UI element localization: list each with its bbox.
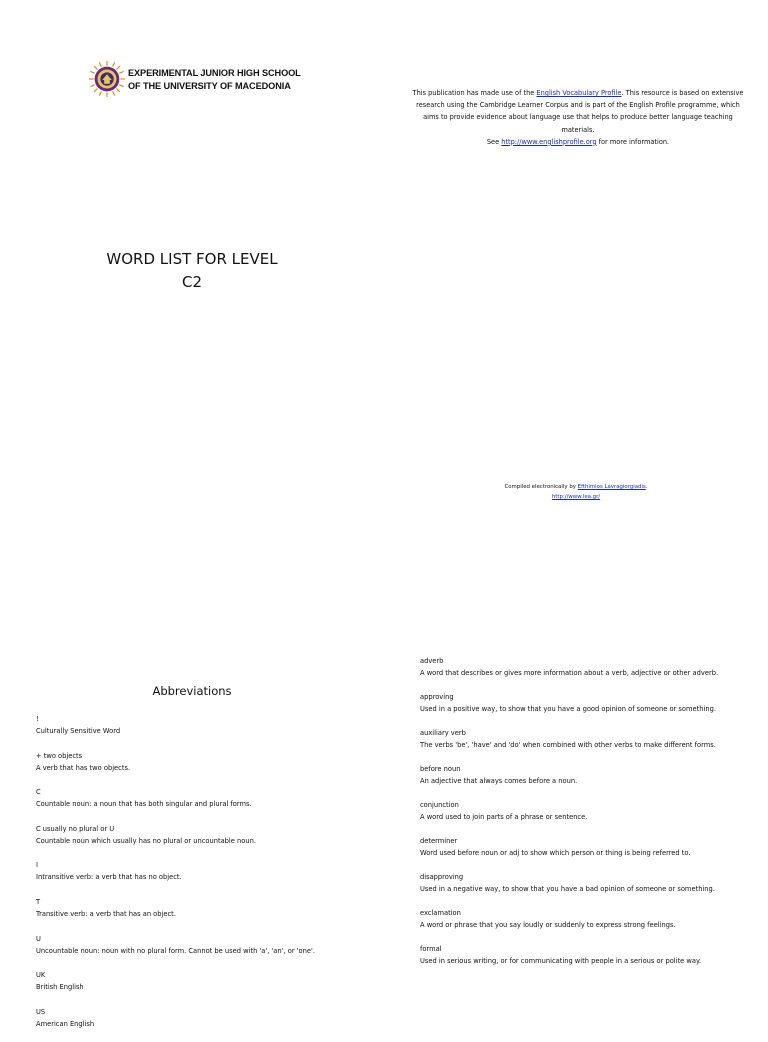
abbreviation-entry — [36, 933, 366, 970]
school-seal-icon — [88, 60, 126, 98]
abbreviation-term: before noun — [420, 765, 461, 773]
abbreviation-entry — [36, 786, 366, 823]
abbreviation-definition: A word or phrase that you say loudly or suddenly to express strong feelings. — [420, 921, 676, 929]
abbreviation-entry — [420, 799, 740, 823]
abbreviation-entry — [36, 823, 366, 860]
abbreviation-definition: Countable noun: a noun that has both singular and plural forms. — [36, 800, 252, 809]
abbreviation-definition: Uncountable noun: noun with no plural form. Cannot be used with 'a', 'an', or 'one'. — [36, 946, 315, 955]
author-link[interactable]: Efthimios Lavragiorgiadis — [577, 484, 646, 490]
abbreviation-entry — [420, 943, 740, 967]
abbreviation-entry — [420, 835, 740, 859]
compiled-by — [452, 482, 700, 502]
lea-url-link[interactable]: http://www.lea.gr/ — [551, 494, 601, 500]
abbreviation-term: determiner — [420, 837, 458, 845]
abbreviation-term: adverb — [420, 657, 444, 665]
english-vocabulary-profile-link[interactable]: English Vocabulary Profile — [536, 89, 622, 97]
school-name-line1: EXPERIMENTAL JUNIOR HIGH SCHOOL — [128, 68, 301, 78]
abbreviation-definition: British English — [36, 983, 84, 992]
abbreviation-term: disapproving — [420, 873, 464, 881]
abbreviation-entry — [36, 713, 366, 750]
abbreviation-term: + two objects — [36, 751, 83, 760]
abbreviation-entry — [36, 859, 366, 896]
abbreviation-term: C — [36, 788, 41, 797]
abbreviations-heading: Abbreviations — [152, 684, 232, 698]
abbreviation-term: auxiliary verb — [420, 729, 466, 737]
abbreviation-definition: Countable noun which usually has no plural or uncountable noun. — [36, 836, 256, 845]
abbreviation-entry — [420, 907, 740, 931]
englishprofile-link[interactable]: http://www.englishprofile.org — [501, 137, 597, 146]
abbreviation-term: US — [36, 1007, 46, 1016]
abbreviation-entry — [420, 763, 740, 787]
abbreviation-term: exclamation — [420, 909, 461, 917]
abbreviation-term: U — [36, 934, 41, 943]
publication-text-cont: . This resource is based on extensive research using the Cambridge Learner Corpus and is part of the English Profile programme, which aims to provide evidence about language use that helps to produce better language teaching materials. — [416, 89, 744, 134]
see-text: See — [486, 137, 502, 146]
school-name — [128, 67, 301, 92]
abbreviation-term: I — [36, 861, 38, 870]
abbreviation-definition: A word used to join parts of a phrase or sentence. — [420, 813, 588, 821]
compiled-prefix: Compiled electronically by — [504, 484, 578, 490]
abbreviation-entry — [36, 896, 366, 933]
abbreviation-entry — [36, 969, 366, 1006]
abbreviation-entry — [420, 691, 740, 715]
abbreviation-definition: Word used before noun or adj to show which person or thing is being referred to. — [420, 849, 691, 857]
abbreviations-left-column — [36, 713, 366, 1042]
publication-text: This publication has made use of the — [412, 89, 537, 97]
abbreviation-term: approving — [420, 693, 454, 701]
abbreviation-definition: Intransitive verb: a verb that has no object. — [36, 873, 182, 882]
page-title — [80, 248, 304, 294]
abbreviation-entry — [420, 655, 740, 679]
abbreviation-definition: An adjective that always comes before a noun. — [420, 777, 578, 785]
abbreviation-definition: Used in serious writing, or for communicating with people in a serious or polite way. — [420, 957, 702, 965]
abbreviation-definition: Used in a negative way, to show that you have a bad opinion of someone or something. — [420, 885, 715, 893]
abbreviation-definition: Used in a positive way, to show that you have a good opinion of someone or something. — [420, 705, 716, 713]
abbreviation-definition: Culturally Sensitive Word — [36, 727, 121, 735]
abbreviation-entry — [420, 871, 740, 895]
abbreviations-right-column — [420, 655, 740, 979]
abbreviation-term: formal — [420, 945, 442, 953]
abbreviation-definition: A verb that has two objects. — [36, 763, 131, 772]
abbreviation-definition: The verbs 'be', 'have' and 'do' when combined with other verbs to make different forms. — [420, 741, 716, 749]
abbreviation-entry — [36, 750, 366, 787]
abbreviation-term: conjunction — [420, 801, 459, 809]
more-info-text: for more information. — [596, 137, 670, 146]
school-name-line2: OF THE UNIVERSITY OF MACEDONIA — [128, 80, 291, 91]
abbreviation-term: T — [36, 897, 41, 906]
abbreviation-entry — [420, 727, 740, 751]
title-line1: WORD LIST FOR LEVEL — [106, 250, 278, 268]
abbreviation-definition: Transitive verb: a verb that has an object. — [36, 909, 176, 918]
abbreviation-term: C usually no plural or U — [36, 824, 115, 833]
abbreviation-definition: American English — [36, 1019, 95, 1028]
abbreviation-term: ! — [36, 715, 39, 723]
compiled-suffix: . — [645, 484, 648, 490]
abbreviation-definition: A word that describes or gives more information about a verb, adjective or other adverb. — [420, 669, 719, 677]
abbreviation-term: UK — [36, 971, 46, 980]
title-line2: C2 — [181, 273, 203, 291]
publication-note — [412, 87, 744, 148]
